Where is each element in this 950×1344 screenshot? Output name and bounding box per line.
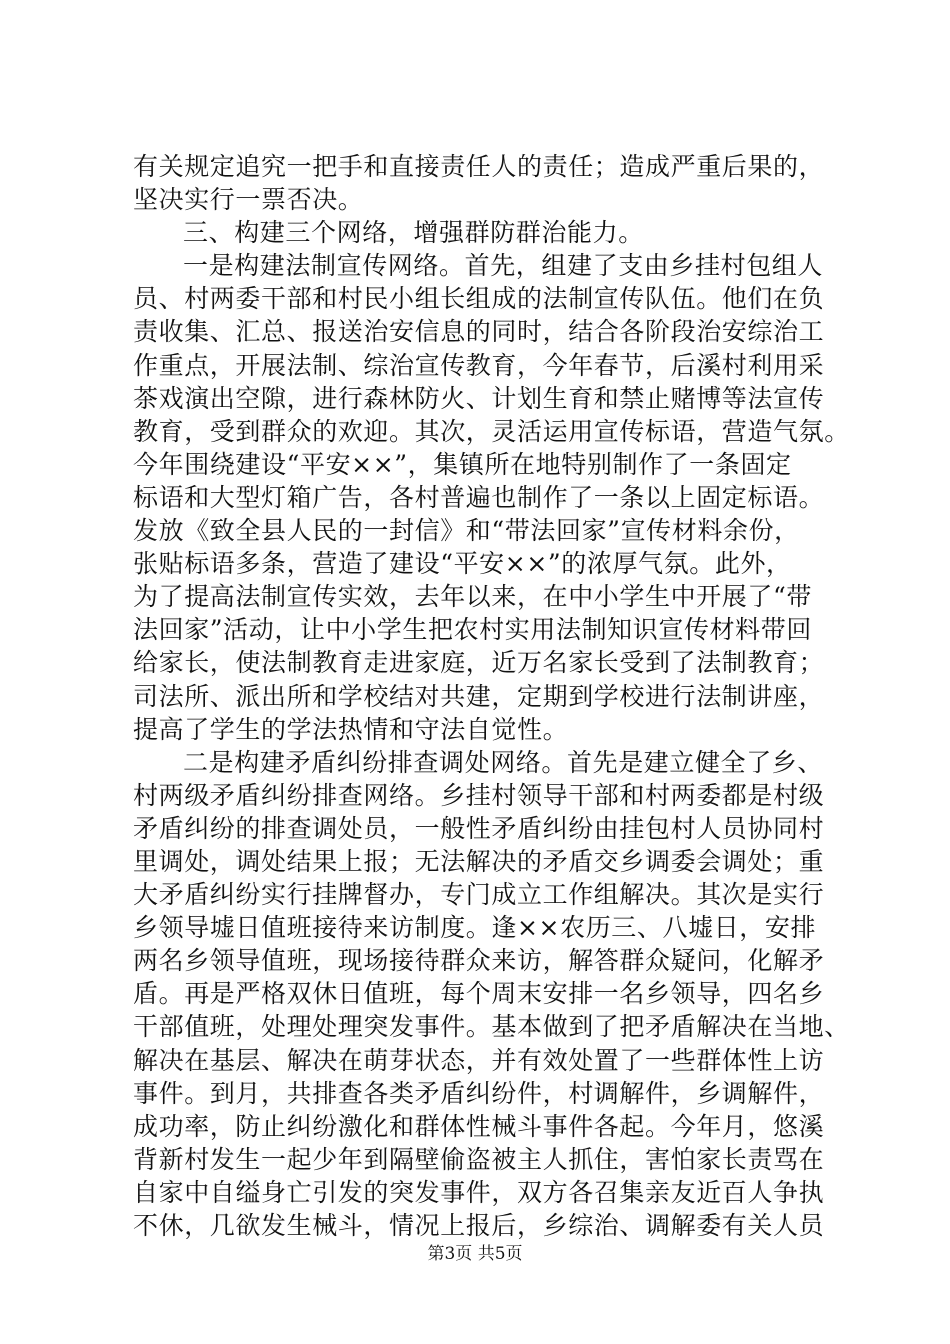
text-line: 一是构建法制宣传网络。首先，组建了支由乡挂村包组人 <box>183 251 824 281</box>
section-heading: 三、构建三个网络，增强群防群治能力。 <box>183 218 644 248</box>
text-line: 教育，受到群众的欢迎。其次，灵活运用宣传标语，营造气氛。 <box>133 416 850 446</box>
text-line: 干部值班，处理处理突发事件。基本做到了把矛盾解决在当地、 <box>133 1012 850 1042</box>
text-line: 盾。再是严格双休日值班，每个周末安排一名乡领导，四名乡 <box>133 979 825 1009</box>
text-line: 今年围绕建设“平安××”，集镇所在地特别制作了一条固定 <box>133 449 792 479</box>
text-line: 背新村发生一起少年到隔壁偷盗被主人抓住，害怕家长责骂在 <box>133 1144 825 1174</box>
text-line: 两名乡领导值班，现场接待群众来访，解答群众疑问，化解矛 <box>133 946 825 976</box>
text-line: 员、村两委干部和村民小组长组成的法制宣传队伍。他们在负 <box>133 284 825 314</box>
text-line: 茶戏演出空隙，进行森林防火、计划生育和禁止赌博等法宣传 <box>133 383 825 413</box>
text-line: 给家长，使法制教育走进家庭，近万名家长受到了法制教育； <box>133 648 825 678</box>
text-line: 张贴标语多条，营造了建设“平安××”的浓厚气氛。此外， <box>133 549 792 579</box>
text-line: 事件。到月，共排查各类矛盾纠纷件，村调解件，乡调解件， <box>133 1078 825 1108</box>
text-line: 不休，几欲发生械斗，情况上报后，乡综治、调解委有关人员 <box>133 1211 825 1240</box>
text-line: 自家中自缢身亡引发的突发事件，双方各召集亲友近百人争执 <box>133 1177 825 1207</box>
text-line: 坚决实行一票否决。 <box>133 185 364 215</box>
text-line: 二是构建矛盾纠纷排查调处网络。首先是建立健全了乡、 <box>183 747 824 777</box>
text-line: 乡领导墟日值班接待来访制度。逢××农历三、八墟日，安排 <box>133 913 817 943</box>
text-line: 为了提高法制宣传实效，去年以来，在中小学生中开展了“带 <box>133 582 812 612</box>
text-line: 责收集、汇总、报送治安信息的同时，结合各阶段治安综治工 <box>133 317 825 347</box>
text-line: 标语和大型灯箱广告，各村普遍也制作了一条以上固定标语。 <box>133 482 825 512</box>
text-line: 解决在基层、解决在萌芽状态，并有效处置了一些群体性上访 <box>133 1045 825 1075</box>
text-line: 矛盾纠纷的排查调处员，一般性矛盾纠纷由挂包村人员协同村 <box>133 813 825 843</box>
text-line: 村两级矛盾纠纷排查网络。乡挂村领导干部和村两委都是村级 <box>133 780 825 810</box>
text-line: 里调处，调处结果上报；无法解决的矛盾交乡调委会调处；重 <box>133 846 825 876</box>
text-line: 成功率，防止纠纷激化和群体性械斗事件各起。今年月，悠溪 <box>133 1111 825 1141</box>
body-text <box>133 150 850 1242</box>
page-number: 第3页 共5页 <box>427 1244 523 1264</box>
text-line: 法回家”活动，让中小学生把农村实用法制知识宣传材料带回 <box>133 615 812 645</box>
text-line: 提高了学生的学法热情和守法自觉性。 <box>133 714 569 744</box>
text-line: 司法所、派出所和学校结对共建，定期到学校进行法制讲座， <box>133 681 825 711</box>
text-line: 有关规定追究一把手和直接责任人的责任；造成严重后果的， <box>133 152 825 181</box>
text-line: 发放《致全县人民的一封信》和“带法回家”宣传材料余份， <box>133 516 800 546</box>
text-line: 作重点，开展法制、综治宣传教育，今年春节，后溪村利用采 <box>133 350 825 380</box>
text-line: 大矛盾纠纷实行挂牌督办，专门成立工作组解决。其次是实行 <box>133 880 825 910</box>
